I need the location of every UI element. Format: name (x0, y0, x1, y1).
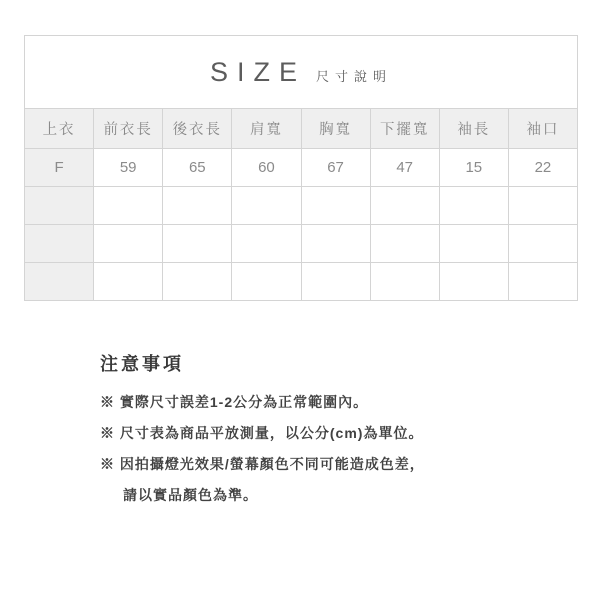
size-cell (439, 187, 508, 225)
size-cell: 65 (163, 149, 232, 187)
note-color-difference-cont: 請以實品顏色為準。 (123, 487, 258, 503)
size-cell (232, 187, 301, 225)
notes-section (100, 350, 425, 511)
size-cell (370, 187, 439, 225)
size-cell: 60 (232, 149, 301, 187)
size-cell: 22 (508, 149, 577, 187)
size-cell (301, 263, 370, 301)
note-tolerance: ※ 實際尺寸誤差1-2公分為正常範圍內。 (100, 394, 369, 410)
header-cell-hem-width: 下擺寬 (370, 109, 439, 149)
size-cell (163, 263, 232, 301)
size-cell (508, 187, 577, 225)
size-cell (508, 225, 577, 263)
size-cell: 47 (370, 149, 439, 187)
size-title-zh: 尺寸說明 (316, 68, 393, 84)
size-cell (301, 225, 370, 263)
size-cell (370, 263, 439, 301)
size-cell (301, 187, 370, 225)
size-cell (94, 225, 163, 263)
header-cell-sleeve-length: 袖長 (439, 109, 508, 149)
size-cell (370, 225, 439, 263)
size-cell (94, 187, 163, 225)
size-cell (232, 225, 301, 263)
size-cell (439, 225, 508, 263)
header-cell-front-length: 前衣長 (94, 109, 163, 149)
size-cell: 15 (439, 149, 508, 187)
size-chart-title-row (25, 36, 578, 109)
size-table-empty-row (25, 225, 578, 263)
size-chart-table (24, 35, 578, 301)
size-cell (25, 187, 94, 225)
size-cell (25, 225, 94, 263)
size-cell: 67 (301, 149, 370, 187)
size-table-empty-row (25, 263, 578, 301)
note-measurement-unit: ※ 尺寸表為商品平放測量，以公分(cm)為單位。 (100, 425, 424, 441)
size-cell (25, 263, 94, 301)
size-cell (163, 187, 232, 225)
header-cell-back-length: 後衣長 (163, 109, 232, 149)
size-cell: 59 (94, 149, 163, 187)
size-chart-title (25, 57, 577, 88)
size-table-empty-row (25, 187, 578, 225)
size-cell (508, 263, 577, 301)
size-chart-title-cell (25, 36, 578, 109)
size-table-row-f (25, 149, 578, 187)
size-cell (232, 263, 301, 301)
size-table-header-row (25, 109, 578, 149)
note-color-difference: ※ 因拍攝燈光效果/螢幕顏色不同可能造成色差， (100, 456, 425, 472)
size-cell (439, 263, 508, 301)
size-cell: F (25, 149, 94, 187)
header-cell-shoulder-width: 肩寬 (232, 109, 301, 149)
size-cell (163, 225, 232, 263)
header-cell-chest-width: 胸寬 (301, 109, 370, 149)
header-cell-cuff: 袖口 (508, 109, 577, 149)
size-cell (94, 263, 163, 301)
header-cell-garment: 上衣 (25, 109, 94, 149)
size-title-en: SIZE (209, 56, 306, 87)
notes-heading: 注意事項 (100, 354, 184, 374)
